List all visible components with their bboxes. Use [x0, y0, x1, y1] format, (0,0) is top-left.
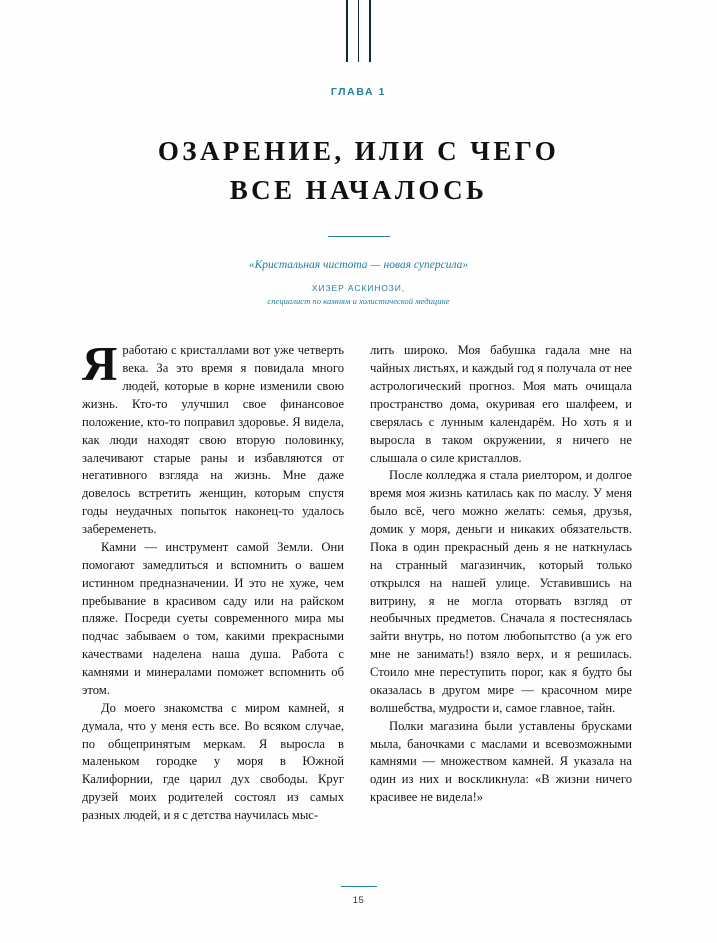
paragraph: лить широко. Моя бабушка гадала мне на чайных листьях, и каждый год я получала от нее астрологический прогноз. Моя мать очищала пространство дома, окуривая его шалфеем, и сверялась с лунным календарём. Но хоть я и выросла в таком окружении, я ничего не слышала о силе кристаллов. — [370, 343, 632, 465]
epigraph-author: ХИЗЕР АСКИНОЗИ, — [311, 283, 406, 294]
title-divider-wrap — [82, 236, 635, 237]
paragraph-text: работаю с кристаллами вот уже четверть века. За это время я повидала много людей, которые в корне изменили свою жизнь. Кто-то улучшил свое финансовое положение, кто-то поправил здоровье. Я видела, как люди находят свою вторую половинку, залечивают старые раны и избавляются от негативного взгляда на жизнь. Мне даже довелось встретить женщин, которым спустя годы неудачных попыток наконец-то удалось забеременеть. — [82, 343, 344, 537]
chapter-label: ГЛАВА 1 — [330, 86, 387, 98]
column-left — [82, 336, 344, 825]
page-title — [82, 132, 635, 210]
paragraph: После колледжа я стала риелтором, и долгое время моя жизнь катилась как по маслу. У меня было всё, чего можно желать: семья, друзья, домик у моря, деньги и никаких обязательств. Пока в один прекрасный день я не наткнулась на странный магазинчик, который только открылся на нашей улице. Уставившись на витрину, я не могла оторвать взгляд от необычных предметов. Сначала я постеснялась зайти внутрь, но потом любопытство (а уж его мне не занимать!) взяло верх, и я решилась. Стоило мне переступить порог, как я будто бы оказалась в другом мире — красочном мире волшебства, мудрости и, самое главное, тайн. — [370, 468, 632, 715]
folio-divider — [341, 886, 377, 887]
paragraph: Полки магазина были уставлены брусками мыла, баночками с маслами и всевозможными камнями — множеством камней. Я указала на один из них и воскликнула: «В жизни ничего красивее не видела!» — [370, 718, 632, 805]
paragraph: До моего знакомства с миром камней, я думала, что у меня есть все. Во всяком случае, по общепринятым меркам. Я выросла в маленьком городке у моря в Южной Калифорнии, где царил дух свободы. Круг друзей моих родителей состоял из самых разных людей, и я с детства научилась мыс- — [82, 700, 344, 823]
title-divider — [328, 236, 390, 237]
paragraph: Камни — инструмент самой Земли. Они помогают замедлиться и вспомнить о вашем истинном предназначении. И это не хуже, чем пребывание в красивом саду или на райском пляже. Посреди суеты современного мира мы подчас забываем о том, какими прекрасными качествами наделена наша душа. Работа с камнями и минералами поможет вспомнить об этом. — [82, 539, 344, 697]
page-number: 15 — [352, 895, 365, 906]
epigraph-author-role: специалист по камням и холистической медицине — [267, 296, 450, 307]
chapter-title-line-1: ОЗАРЕНИЕ, ИЛИ С ЧЕГО — [157, 136, 560, 166]
body-columns — [82, 336, 635, 825]
drop-cap: Я — [82, 336, 118, 392]
chapter-title-line-2: ВСЕ НАЧАЛОСЬ — [229, 175, 488, 206]
paragraph — [82, 336, 344, 539]
column-right — [370, 342, 632, 807]
page-footer — [0, 886, 717, 906]
epigraph-quote: «Кристальная чистота — новая суперсила» — [248, 259, 469, 272]
